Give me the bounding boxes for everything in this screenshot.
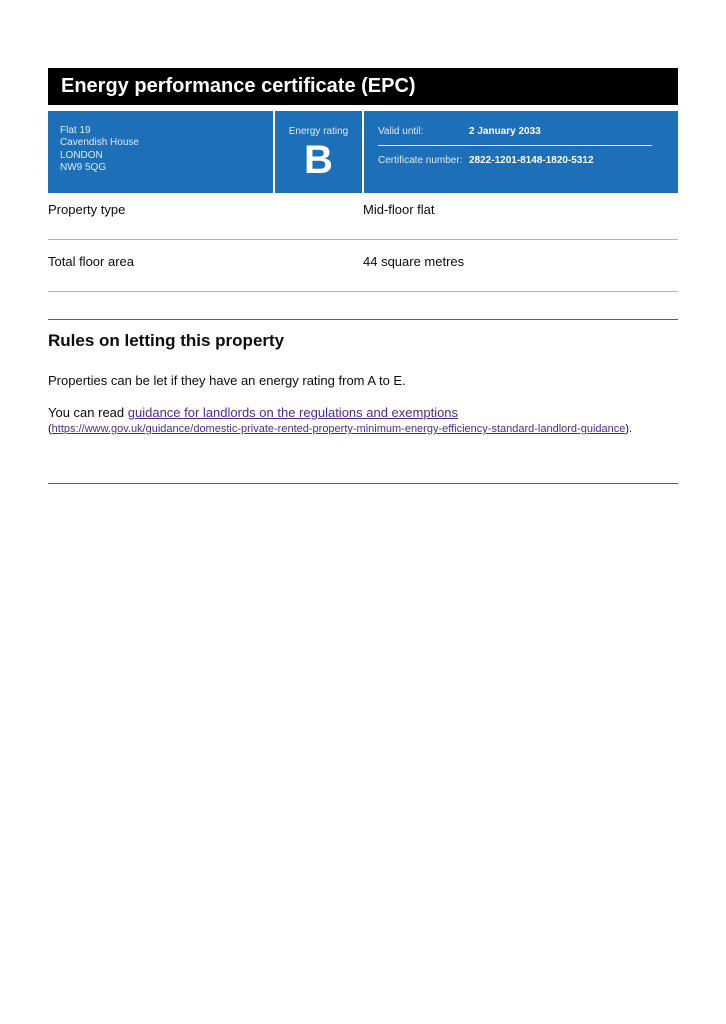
floor-area-row <box>48 240 678 292</box>
panel-divider <box>362 111 364 193</box>
page-title: Energy performance certificate (EPC) <box>48 68 678 105</box>
property-type-value: Mid-floor flat <box>363 202 435 217</box>
panel-rule <box>378 145 652 146</box>
section-divider <box>48 483 678 484</box>
guidance-prefix: You can read <box>48 405 128 420</box>
energy-rating-value: B <box>304 138 333 182</box>
property-type-row <box>48 188 678 240</box>
certificate-summary-panel <box>48 111 678 193</box>
floor-area-label: Total floor area <box>48 254 134 269</box>
valid-until-value: 2 January 2033 <box>469 126 541 137</box>
property-address <box>60 125 139 175</box>
guidance-paragraph <box>48 405 458 421</box>
certificate-number-label: Certificate number: <box>378 155 463 166</box>
guidance-url-link[interactable]: https://www.gov.uk/guidance/domestic-private-rented-property-minimum-energy-efficiency-standard-landlord-guidance <box>51 423 626 435</box>
section-divider <box>48 319 678 320</box>
url-open-paren: ( <box>48 423 52 435</box>
rules-heading: Rules on letting this property <box>48 331 285 350</box>
guidance-link[interactable]: guidance for landlords on the regulations and exemptions <box>127 405 459 420</box>
certificate-number-value: 2822-1201-8148-1820-5312 <box>469 155 594 166</box>
rules-paragraph: Properties can be let if they have an energy rating from A to E. <box>48 373 406 388</box>
address-line-2: Cavendish House <box>60 137 139 149</box>
valid-until-label: Valid until: <box>378 126 424 137</box>
floor-area-value: 44 square metres <box>363 254 465 269</box>
guidance-url-line <box>48 422 648 437</box>
address-line-3: LONDON <box>60 149 103 161</box>
energy-rating-label: Energy rating <box>288 126 349 137</box>
url-close-paren: ). <box>625 423 633 435</box>
address-postcode: NW9 5QG <box>60 162 107 174</box>
address-line-1: Flat 19 <box>60 125 91 136</box>
property-type-label: Property type <box>48 202 126 217</box>
